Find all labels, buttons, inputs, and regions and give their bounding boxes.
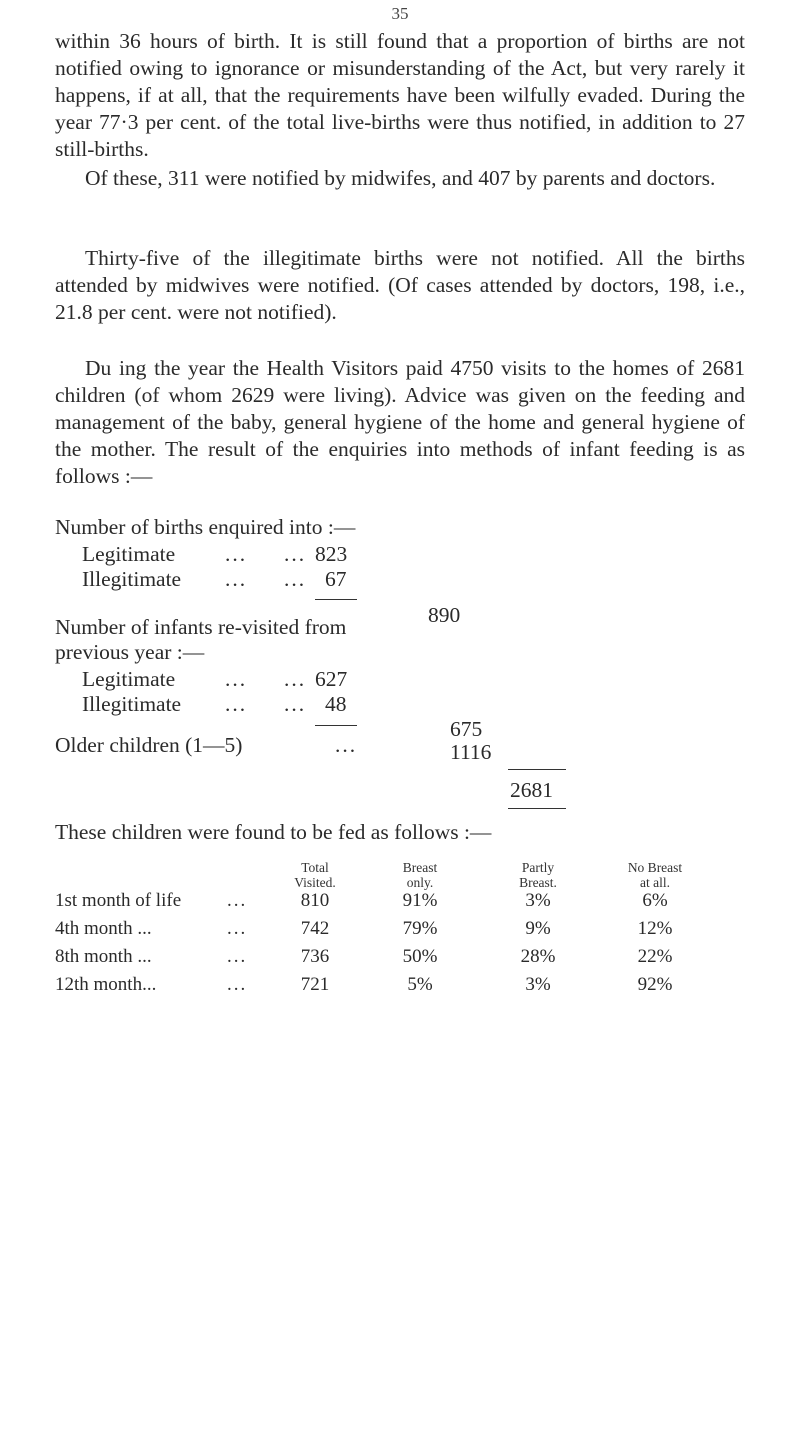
revisited-illegitimate-value: 48 — [325, 692, 347, 716]
leader-dots: ... ... — [225, 692, 307, 716]
leader-dots: ... — [227, 946, 248, 967]
revisited-illegitimate-label: Illegitimate — [82, 692, 182, 716]
leader-dots: ... — [335, 733, 358, 757]
paragraph-notification: within 36 hours of birth. It is still found that a proportion of births are not notified owing to ignorance or misunderstanding of the Act, but very rarely it happens, if at all, that the requirements have been wilfully evaded. During the year 77·3 per cent. of the total live-births were thus notified, in addition to 27 still-births. — [55, 29, 745, 161]
cell-none: 6% — [642, 890, 668, 911]
page-number: 35 — [391, 4, 409, 23]
cell-none: 92% — [637, 974, 673, 995]
subtotal-rule — [315, 599, 357, 600]
cell-partly: 9% — [525, 918, 551, 939]
revisited-total: 675 — [450, 717, 483, 741]
grand-total-rule — [508, 808, 566, 809]
births-heading: Number of births enquired into :— — [55, 515, 356, 539]
table-row-label: 12th month... — [55, 974, 157, 995]
cell-none: 12% — [637, 918, 673, 939]
leader-dots: ... — [227, 890, 248, 911]
cell-total: 721 — [300, 974, 330, 995]
older-children-value: 1116 — [450, 740, 492, 764]
header-no-breast: No Breast at all. — [627, 860, 683, 890]
subtotal-rule — [315, 725, 357, 726]
births-legitimate-label: Legitimate — [82, 542, 176, 566]
paragraph-illegitimate: Thirty-five of the illegitimate births were not notified. All the births attended by midwives were notified. (Of cases attended by doctors, 198, i.e., 21.8 per cent. were not notified). — [55, 246, 745, 324]
leader-dots: ... — [227, 918, 248, 939]
cell-partly: 3% — [525, 974, 551, 995]
cell-total: 736 — [300, 946, 330, 967]
total-rule — [508, 769, 566, 770]
births-legitimate-value: 823 — [315, 542, 348, 566]
births-total: 890 — [428, 603, 461, 627]
header-total-visited: Total Visited. — [294, 860, 336, 890]
revisited-heading-line1: Number of infants re-visited from — [55, 615, 347, 639]
leader-dots: ... ... — [225, 567, 307, 591]
leader-dots: ... ... — [225, 667, 307, 691]
cell-total: 742 — [300, 918, 330, 939]
grand-total: 2681 — [510, 778, 553, 802]
births-tally — [55, 515, 755, 764]
cell-partly: 3% — [525, 890, 551, 911]
cell-none: 22% — [637, 946, 673, 967]
revisited-legitimate-value: 627 — [315, 667, 348, 691]
cell-breast: 50% — [402, 946, 438, 967]
paragraph-health-visitors: Du ing the year the Health Visitors paid 4750 visits to the homes of 2681 children (of whom 2629 were living). Advice was given on the feeding and management of the baby, general hygiene of the home and general hygiene of the mother. The result of the enquiries into methods of infant feeding is as follows :— — [55, 356, 745, 488]
births-illegitimate-label: Illegitimate — [82, 567, 182, 591]
cell-breast: 79% — [402, 918, 438, 939]
cell-partly: 28% — [520, 946, 556, 967]
older-children-label: Older children (1—5) — [55, 733, 243, 757]
table-row-label: 1st month of life — [55, 890, 182, 911]
cell-breast: 91% — [402, 890, 438, 911]
revisited-legitimate-label: Legitimate — [82, 667, 176, 691]
paragraph-notified-by: Of these, 311 were notified by midwifes, and 407 by parents and doctors. — [85, 166, 716, 190]
header-breast-only: Breast only. — [402, 860, 438, 890]
cell-total: 810 — [300, 890, 330, 911]
births-illegitimate-value: 67 — [325, 567, 347, 591]
leader-dots: ... ... — [225, 542, 307, 566]
table-row-label: 8th month ... — [55, 946, 152, 967]
feeding-intro: These children were found to be fed as follows :— — [55, 820, 492, 844]
cell-breast: 5% — [407, 974, 433, 995]
header-partly-breast: Partly Breast. — [519, 860, 557, 890]
leader-dots: ... — [227, 974, 248, 995]
revisited-heading-line2: previous year :— — [55, 640, 205, 664]
table-row-label: 4th month ... — [55, 918, 152, 939]
